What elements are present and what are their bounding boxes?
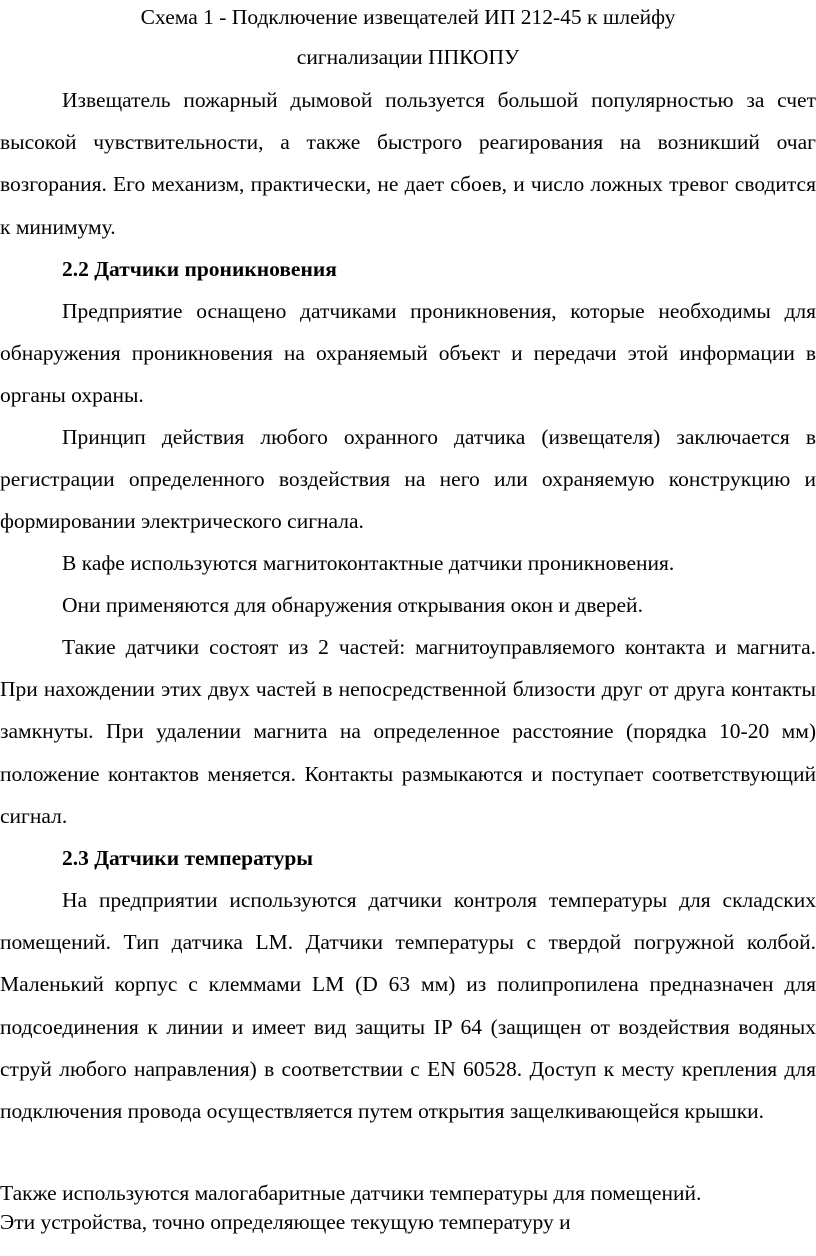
paragraph-temperature-sensors: На предприятии используются датчики контроля температуры для складских помещений. Тип датчика LM. Датчики температуры с твердой погружной колбой. Маленький корпус с клеммами LM (D 63 мм) из полипропилена предназначен для подсоединения к линии и имеет вид защиты IP 64 (защищен от воздействия водяных струй любого направления) в соответствии с EN 60528. Доступ к месту крепления для подключения провода осуществляется путем открытия защелкивающейся крышки. <box>0 888 816 1124</box>
figure-caption-line-1: Схема 1 - Подключение извещателей ИП 212-45 к шлейфу <box>140 5 676 29</box>
paragraph-intrusion-sensors-3: В кафе используются магнитоконтактные датчики проникновения. <box>62 551 675 575</box>
paragraph-intrusion-sensors-4: Они применяются для обнаружения открывания окон и дверей. <box>62 593 643 617</box>
section-heading-2-3: 2.3 Датчики температуры <box>62 846 314 870</box>
paragraph-intrusion-sensors-5: Такие датчики состоят из 2 частей: магнитоуправляемого контакта и магнита. При нахождении этих двух частей в непосредственной близости друг от друга контакты замкнуты. При удалении магнита на определенное расстояние (порядка 10-20 мм) положение контактов меняется. Контакты размыкаются и поступает соответствующий сигнал. <box>0 635 816 828</box>
paragraph-tail-line-1: Также используются малогабаритные датчики температуры для помещений. <box>0 1181 702 1205</box>
paragraph-intrusion-sensors-1: Предприятие оснащено датчиками проникновения, которые необходимы для обнаружения проникновения на охраняемый объект и передачи этой информации в органы охраны. <box>0 299 816 408</box>
paragraph-smoke-detector: Извещатель пожарный дымовой пользуется большой популярностью за счет высокой чувствительности, а также быстрого реагирования на возникший очаг возгорания. Его механизм, практически, не дает сбоев, и число ложных тревог сводится к минимуму. <box>0 88 816 239</box>
paragraph-tail-line-2: Эти устройства, точно определяющее текущую температуру и <box>0 1210 571 1234</box>
paragraph-intrusion-sensors-2: Принцип действия любого охранного датчика (извещателя) заключается в регистрации определенного воздействия на него или охраняемую конструкцию и формировании электрического сигнала. <box>0 425 816 534</box>
section-heading-2-2: 2.2 Датчики проникновения <box>62 257 337 281</box>
figure-caption-line-2: сигнализации ППКОПУ <box>296 45 520 69</box>
